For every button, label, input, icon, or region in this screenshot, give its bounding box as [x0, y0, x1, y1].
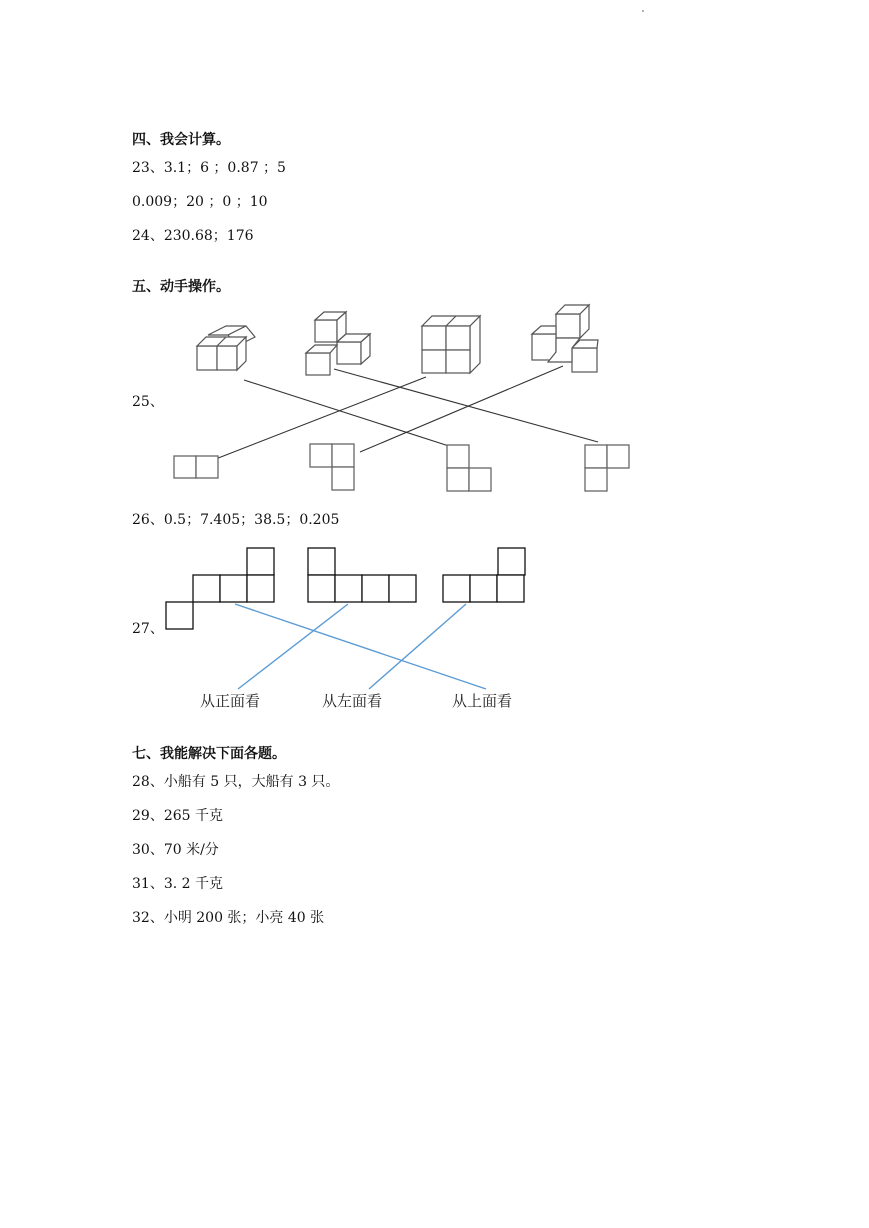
answer-23-b: 0.009；20 ；0 ；10: [132, 194, 268, 210]
match-line-1: [244, 380, 452, 447]
blue-line-2: [238, 604, 348, 689]
view-b: [310, 444, 354, 490]
answer-31: 31、3. 2 千克: [132, 876, 223, 892]
grid-shape-3: [443, 548, 525, 602]
q27-blue-lines: [230, 600, 490, 692]
page-speck: [642, 10, 644, 12]
answer-23-a: 23、3.1；6 ；0.87 ；5: [132, 160, 286, 176]
q25-matching-figure: [160, 298, 650, 498]
answer-27-label: 27、: [132, 621, 164, 637]
view-d: [585, 445, 629, 491]
answer-30: 30、70 米/分: [132, 842, 219, 858]
grid-shape-2: [308, 548, 416, 602]
cube-stack-3: [422, 316, 480, 373]
answer-28: 28、小船有 5 只，大船有 3 只。: [132, 774, 340, 790]
view-label-left: 从左面看: [322, 692, 383, 710]
answer-25-label: 25、: [132, 394, 164, 410]
section-4-heading: 四、我会计算。: [132, 132, 230, 148]
view-label-front: 从正面看: [200, 692, 261, 710]
view-a: [174, 456, 218, 478]
answer-26: 26、0.5；7.405；38.5；0.205: [132, 512, 340, 528]
section-5-heading: 五、动手操作。: [132, 279, 230, 295]
view-label-top: 从上面看: [452, 692, 513, 710]
answer-29: 29、265 千克: [132, 808, 223, 824]
cube-stack-2: [306, 312, 370, 375]
match-line-4: [360, 366, 563, 452]
blue-line-3: [369, 604, 466, 689]
match-line-2: [334, 369, 598, 442]
cube-stack-1: [197, 326, 255, 370]
section-7-heading: 七、我能解决下面各题。: [132, 746, 286, 762]
cube-stack-4: [532, 305, 598, 372]
blue-line-1: [235, 604, 486, 689]
answer-24: 24、230.68；176: [132, 228, 254, 244]
view-c: [447, 445, 491, 491]
answer-32: 32、小明 200 张；小亮 40 张: [132, 910, 325, 926]
